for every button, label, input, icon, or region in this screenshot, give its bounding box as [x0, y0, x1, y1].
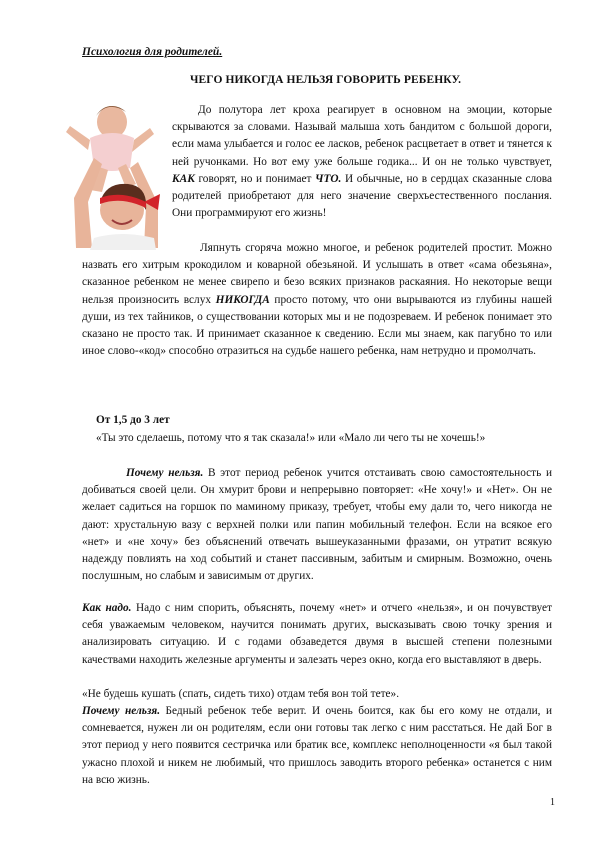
mother-child-photo [46, 98, 164, 250]
why-not-paragraph-2: Почему нельзя. Бедный ребенок тебе верит. И очень боится, как бы его кому не отдали, и сомневается, нужен ли он родителям, если они готовы так легко с ним расстаться. Не дай Бог в этот период у него появится сестричка или братик все, комплекс неполноценности «я был такой ужасно плохой и никем не любимый, что пришлось заводить второго ребенка» останется с ним на всю жизнь. [82, 705, 552, 786]
quote-1: «Ты это сделаешь, потому что я так сказала!» или «Мало ли чего ты не хочешь!» [96, 432, 486, 444]
section-heading: От 1,5 до 3 лет [96, 414, 170, 426]
intro-paragraph-2: Ляпнуть сгоряча можно многое, и ребенок родителей простит. Можно назвать его хитрым крокодилом и коварной обезьяной. И услышать в ответ «сама обезьяна», сказанное ребенком не менее свирепо и безо всяких признаков раскаяния. Но некоторые вещи нельзя произносить вслух НИКОГДА просто потому, что они вырываются из глубины нашей души, из тех тайников, о существовании которых мы и не подозреваем. И ребенок понимает это сказано не просто так. И принимает сказанное к сведению. Если мы знаем, как пагубно то или иное слово-«код» способно отразиться на судьбе нашего ребенка, нам нетрудно и промолчать. [82, 242, 553, 358]
article-title: ЧЕГО НИКОГДА НЕЛЬЗЯ ГОВОРИТЬ РЕБЕНКУ. [190, 74, 462, 86]
how-to-paragraph: Как надо. Надо с ним спорить, объяснять, почему «нет» и отчего «нельзя», и он почувствует себя уважаемым человеком, научится понимать других, высказывать свою точку зрения и анализировать ситуацию. И с годами обзаведется двумя в высшей степени полезными качествами находить железные аргументы и залезать через окно, когда его выставляют в дверь. [82, 602, 553, 666]
section-kicker: Психология для родителей. [82, 46, 223, 58]
quote-2: «Не будешь кушать (спать, сидеть тихо) отдам тебя вон той тете». [82, 688, 400, 700]
why-not-paragraph: Почему нельзя. В этот период ребенок учится отстаивать свою самостоятельность и добиваться своей цели. Он хмурит брови и непрерывно повторяет: «Не хочу!» и «Нет». Он не желает садиться на горшок по маминому приказу, требует, чтобы ему дали то, чего никогда не дают: хрустальную вазу с верхней полки или папин мобильный телефон. Если на всякое его «нет» и «не хочу» без объяснений отвечать вышеуказанными фразами, он утратит всякую надежду повлиять на ход событий и станет пассивным, забитым и смирным. Возможно, очень послушным, но слабым и зависимым от других. [82, 467, 553, 583]
page-number: 1 [550, 797, 555, 808]
intro-paragraph-1: До полутора лет кроха реагирует в основном на эмоции, которые скрываются за словами. Называй малыша хоть бандитом с большой дороги, если мама улыбается и голос ее ласков, ребенок расцветает в ответ и тянется к ней ручонками. Но вот ему уже больше годика... И он не только чувствует, КАК говорят, но и понимает ЧТО. И обычные, но в сердцах сказанные слова родителей приобретают для него значение сверхъестественного послания. Они программируют его жизнь! [172, 104, 552, 220]
